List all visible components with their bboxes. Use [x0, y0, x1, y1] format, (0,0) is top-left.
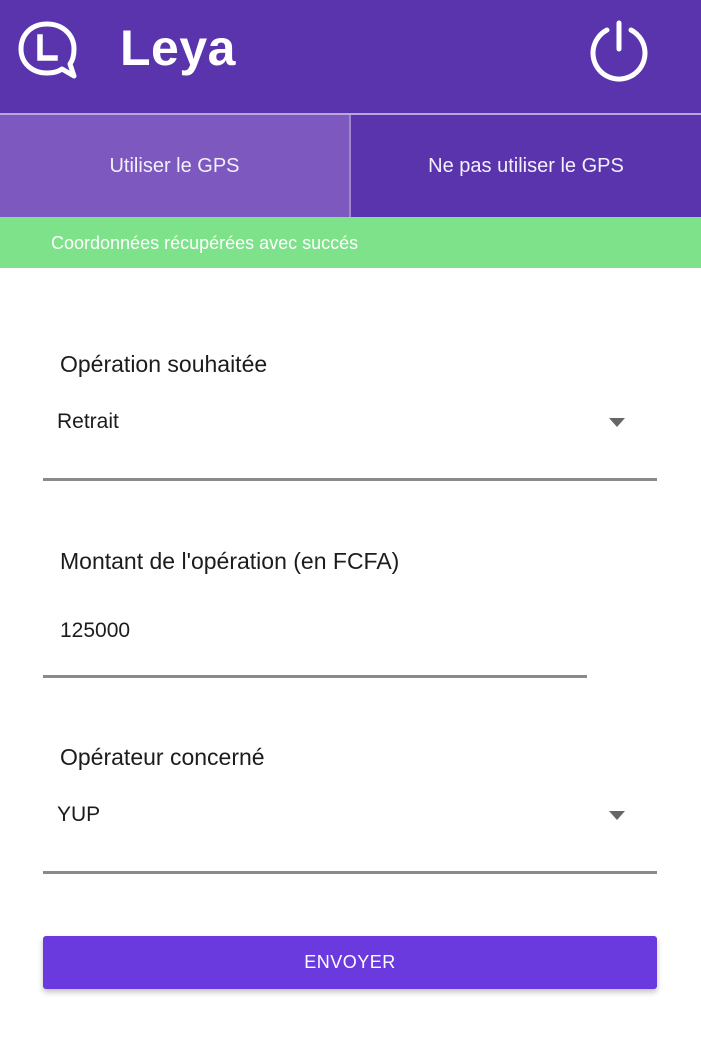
gps-tabs [0, 115, 701, 217]
status-message: Coordonnées récupérées avec succés [51, 233, 359, 253]
dropdown-caret-icon [609, 811, 625, 820]
amount-label: Montant de l'opération (en FCFA) [60, 548, 400, 574]
operator-select[interactable] [43, 793, 657, 873]
chat-bubble-l-icon [16, 20, 78, 80]
dropdown-caret-icon [609, 418, 625, 427]
operation-underline [43, 478, 657, 481]
operator-label: Opérateur concerné [60, 744, 265, 770]
operator-value: YUP [57, 803, 101, 826]
status-banner [0, 217, 701, 268]
operation-value: Retrait [57, 410, 119, 433]
app-bar [0, 0, 701, 113]
tab-no-gps[interactable]: Ne pas utiliser le GPS [351, 115, 701, 217]
send-button[interactable]: ENVOYER [43, 936, 657, 989]
power-icon[interactable] [586, 17, 652, 83]
operation-label: Opération souhaitée [60, 351, 268, 377]
tab-use-gps[interactable]: Utiliser le GPS [0, 115, 349, 217]
operator-underline [43, 871, 657, 874]
operation-select[interactable] [43, 400, 657, 480]
amount-input[interactable]: 125000 [60, 619, 131, 642]
amount-underline [43, 675, 587, 678]
app-title: Leya [120, 20, 236, 76]
